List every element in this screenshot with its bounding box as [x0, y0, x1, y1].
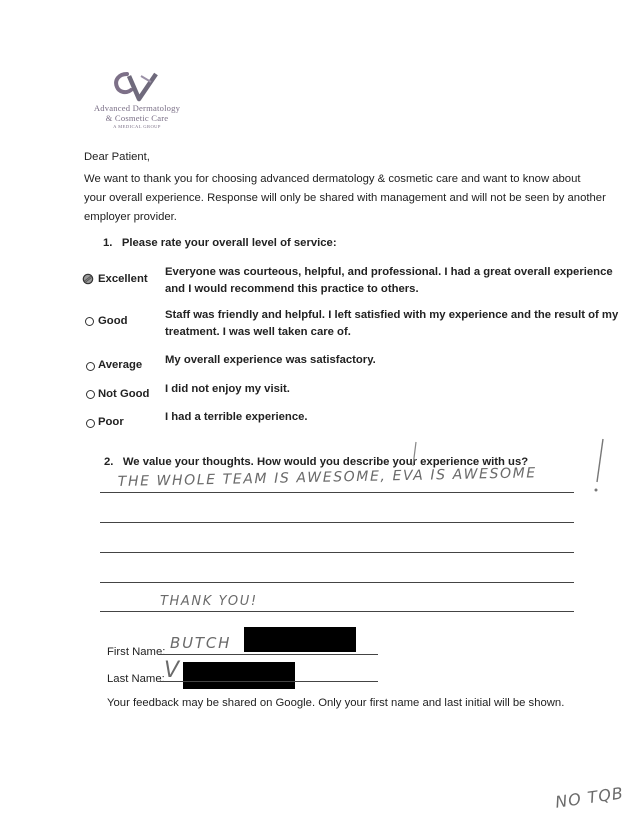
salutation: Dear Patient, — [84, 151, 150, 163]
radio-not-good[interactable] — [86, 390, 95, 399]
last-name-field[interactable] — [158, 681, 378, 682]
intro-line-1: We want to thank you for choosing advanced dermatology & cosmetic care and want to know about — [84, 173, 581, 185]
option-desc-excellent-1: Everyone was courteous, helpful, and professional. I had a great overall experience — [165, 266, 613, 278]
question-2-title: 2. We value your thoughts. How would you describe your experience with us? — [104, 456, 529, 468]
last-name-value: V — [164, 658, 180, 683]
handwritten-tick-icon — [410, 440, 418, 470]
handwritten-answer-line-1: THE WHOLE TEAM IS AWESOME, EVA IS AWESOME — [117, 465, 537, 490]
first-name-redaction — [244, 627, 356, 652]
logo-name-line3: A MEDICAL GROUP — [113, 124, 161, 129]
radio-poor[interactable] — [86, 419, 95, 428]
option-label-excellent: Excellent — [98, 273, 148, 285]
answer-line-1[interactable] — [100, 492, 574, 493]
option-desc-excellent-2: and I would recommend this practice to others. — [165, 283, 419, 295]
footer-note: Your feedback may be shared on Google. Only your first name and last initial will be shown. — [107, 697, 565, 709]
option-label-poor: Poor — [98, 416, 124, 428]
option-desc-good-1: Staff was friendly and helpful. I left satisfied with my experience and the result of my — [165, 309, 619, 321]
option-label-not-good: Not Good — [98, 388, 150, 400]
radio-average[interactable] — [86, 362, 95, 371]
last-name-redaction — [183, 662, 295, 689]
first-name-field[interactable] — [158, 654, 378, 655]
corner-handwritten-note: NO TQB — [554, 783, 625, 812]
handwritten-answer-line-5: THANK YOU! — [160, 594, 258, 609]
option-label-average: Average — [98, 359, 143, 371]
answer-line-5[interactable] — [100, 611, 574, 612]
logo-mark-icon — [111, 68, 161, 102]
answer-line-3[interactable] — [100, 552, 574, 553]
answer-line-4[interactable] — [100, 582, 574, 583]
option-desc-good-2: treatment. I was well taken care of. — [165, 326, 351, 338]
question-1-title: 1. Please rate your overall level of service: — [103, 237, 337, 249]
first-name-value: BUTCH — [170, 634, 232, 652]
option-desc-poor: I had a terrible experience. — [165, 411, 308, 423]
first-name-label: First Name: — [107, 646, 166, 658]
handwritten-exclamation-icon — [588, 436, 608, 496]
intro-line-2: your overall experience. Response will only be shared with management and will not be seen by another — [84, 192, 606, 204]
company-logo — [84, 68, 190, 140]
answer-line-2[interactable] — [100, 522, 574, 523]
radio-filled-icon — [82, 273, 94, 285]
logo-name-line2: & Cosmetic Care — [105, 113, 169, 123]
option-desc-not-good: I did not enjoy my visit. — [165, 383, 290, 395]
option-desc-average: My overall experience was satisfactory. — [165, 354, 376, 366]
logo-name-line1: Advanced Dermatology — [93, 103, 181, 113]
intro-line-3: employer provider. — [84, 211, 177, 223]
option-label-good: Good — [98, 315, 128, 327]
radio-excellent[interactable] — [83, 274, 93, 284]
last-name-label: Last Name: — [107, 673, 165, 685]
radio-good[interactable] — [85, 317, 94, 326]
